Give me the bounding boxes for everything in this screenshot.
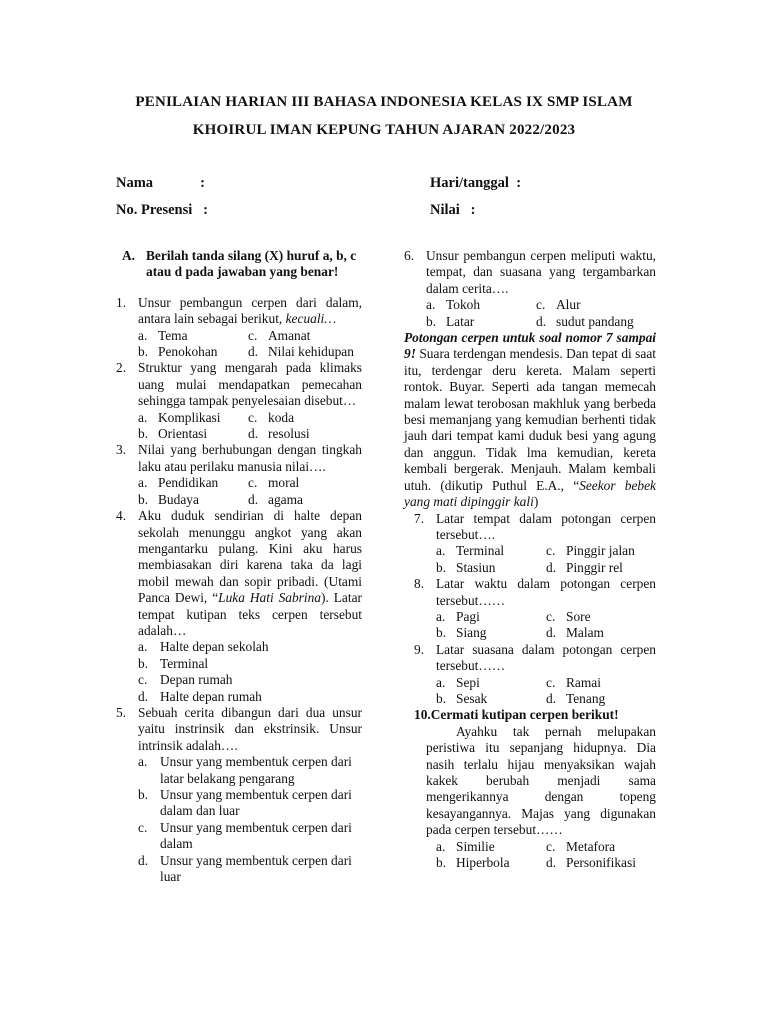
option-letter[interactable]: d. (546, 625, 557, 641)
option-text[interactable]: Alur (556, 297, 581, 313)
option-text[interactable]: Hiperbola (456, 855, 510, 871)
section-label: A. (122, 248, 136, 263)
question-number: 5. (116, 704, 127, 720)
question-text: Aku duduk sendirian di halte depan sekolah menunggu angkot yang akan mengantarku pulang. Kini aku harus membiasakan diri karena taka da lagi mobil mewah dan sopir pribadi. (Utami Panca Dewi, “ (138, 508, 362, 606)
question-9 (404, 642, 656, 675)
question-7 (404, 511, 656, 544)
option-letter[interactable]: b. (138, 344, 149, 360)
option-letter[interactable]: b. (436, 855, 447, 871)
option-letter[interactable]: c. (546, 838, 556, 854)
option-b[interactable] (116, 787, 362, 820)
left-column (116, 248, 362, 885)
option-text[interactable]: resolusi (268, 426, 310, 442)
options-row (116, 426, 362, 442)
options-row (116, 344, 362, 360)
question-number: 8. (414, 576, 425, 592)
option-text[interactable]: Pinggir rel (566, 559, 623, 575)
option-text[interactable]: Depan rumah (160, 672, 233, 688)
option-letter[interactable]: d. (138, 852, 149, 868)
option-d[interactable] (116, 853, 362, 886)
question-text: Latar suasana dalam potongan cerpen tersebut…… (436, 641, 656, 674)
option-text[interactable]: Sore (566, 608, 591, 624)
presensi-field: No. Presensi : (116, 202, 208, 218)
question-6 (404, 248, 656, 297)
option-letter[interactable]: a. (138, 475, 148, 491)
options-row (404, 855, 656, 871)
option-c[interactable] (116, 672, 362, 688)
option-b[interactable] (116, 656, 362, 672)
question-text: Struktur yang mengarah pada klimaks uang mulai mendapatkan pemecahan sehingga tampak penyelesaian disebut… (138, 360, 362, 409)
option-letter[interactable]: c. (536, 297, 546, 313)
option-letter[interactable]: b. (138, 787, 149, 802)
options-row (116, 328, 362, 344)
option-text[interactable]: Terminal (160, 655, 209, 671)
option-letter[interactable]: d. (546, 690, 557, 706)
option-text[interactable]: Halte depan sekolah (160, 639, 269, 655)
option-letter[interactable]: a. (138, 327, 148, 343)
option-text[interactable]: Sesak (456, 690, 488, 706)
question-5 (116, 705, 362, 754)
question-8 (404, 576, 656, 609)
option-letter[interactable]: a. (436, 543, 446, 559)
options-row (404, 297, 656, 313)
option-text[interactable]: Orientasi (158, 426, 208, 442)
option-c[interactable] (116, 820, 362, 853)
question-number: 6. (404, 248, 415, 263)
option-letter[interactable]: d. (248, 344, 259, 360)
section-heading (116, 248, 362, 281)
story-title-italic: Luka Hati Sabrina (218, 590, 322, 606)
options-row (404, 625, 656, 641)
option-text[interactable]: Tokoh (446, 297, 481, 313)
question-number: 2. (116, 360, 127, 376)
question-number: 4. (116, 508, 127, 524)
option-text[interactable]: Budaya (158, 491, 199, 507)
options-row (404, 609, 656, 625)
hari-tanggal-field: Hari/tanggal : (430, 175, 522, 191)
option-letter[interactable]: a. (138, 754, 148, 770)
option-text[interactable]: Latar (446, 313, 475, 329)
options-row (404, 543, 656, 559)
option-text[interactable]: koda (268, 409, 295, 425)
option-letter[interactable]: c. (248, 409, 258, 425)
option-text[interactable]: Unsur yang membentuk cerpen dari dalam dan luar (160, 787, 352, 819)
option-text[interactable]: Komplikasi (158, 409, 221, 425)
question-text: Ayahku tak pernah melupakan peristiwa itu sepanjang hidupnya. Dia nasih terlalu hijau menyaksikan wajah kakek berubah menjadi sama mengerikannya dengan topeng kesayangannya. Majas yang digunakan pada cerpen tersebut…… (426, 723, 656, 838)
option-text[interactable]: Malam (566, 625, 604, 641)
option-letter[interactable]: a. (436, 608, 446, 624)
option-letter[interactable]: b. (426, 313, 437, 329)
option-letter[interactable]: a. (436, 674, 446, 690)
section-instruction: Berilah tanda silang (X) huruf a, b, c atau d pada jawaban yang benar! (146, 248, 357, 280)
passage-heading: Potongan cerpen untuk soal nomor 7 sampai 9! (404, 330, 656, 362)
document-title-line2: KHOIRUL IMAN KEPUNG TAHUN AJARAN 2022/2023 (192, 122, 576, 138)
options-row (404, 560, 656, 576)
option-text[interactable]: Halte depan rumah (160, 688, 262, 704)
option-letter[interactable]: c. (248, 475, 258, 491)
right-column (404, 248, 656, 871)
option-a[interactable] (116, 754, 362, 787)
option-letter[interactable]: b. (436, 559, 447, 575)
option-letter[interactable]: d. (138, 688, 149, 704)
question-number: 1. (116, 294, 127, 310)
option-text[interactable]: Pinggir jalan (566, 543, 635, 559)
option-text[interactable]: Stasiun (456, 559, 496, 575)
passage-body: Suara terdengan mendesis. Dan tepat di saat itu, terdengar deru kereta. Malam seperti rontok. Buyar. Seperti ada tangan memecah malam lewat terobosan makhluk yang berbeda besi memanjang yang kemudian berhenti tidak jauh dari tempat kami duduk besi yang agung dan anggun. Tidak lma kemudian, kereta kembali bergerak. Menjauh. Malam kembali utuh. (dikutip Puthul E.A., “ (404, 346, 656, 493)
question-3 (116, 442, 362, 475)
question-title: Cermati kutipan cerpen berikut! (430, 707, 619, 723)
option-letter[interactable]: b. (138, 655, 149, 671)
option-letter[interactable]: d. (546, 559, 557, 575)
option-letter[interactable]: c. (546, 543, 556, 559)
question-text-italic: kecuali… (285, 311, 337, 327)
option-letter[interactable]: c. (546, 674, 556, 690)
passage-end: ) (533, 494, 539, 510)
option-letter[interactable]: d. (536, 313, 547, 329)
question-text: Sebuah cerita dibangun dari dua unsur yaitu instrinsik dan ekstrinsik. Unsur intrinsik adalah…. (138, 704, 362, 753)
option-text[interactable]: Unsur yang membentuk cerpen dari dalam (160, 819, 352, 852)
nama-field: Nama : (116, 175, 206, 191)
option-text[interactable]: Unsur yang membentuk cerpen dari luar (160, 852, 352, 885)
options-row (404, 675, 656, 691)
option-text[interactable]: Pendidikan (158, 475, 219, 491)
option-text[interactable]: Terminal (456, 543, 505, 559)
option-letter[interactable]: c. (138, 819, 148, 835)
question-number: 3. (116, 442, 127, 458)
option-text[interactable]: Unsur yang membentuk cerpen dari latar belakang pengarang (160, 754, 352, 786)
option-text[interactable]: Personifikasi (566, 855, 636, 871)
option-text[interactable]: Tema (158, 327, 188, 343)
option-a[interactable] (116, 639, 362, 655)
question-text: Nilai yang berhubungan dengan tingkah laku atau perilaku manusia nilai…. (138, 442, 362, 474)
option-text[interactable]: Pagi (456, 608, 480, 624)
question-1 (116, 295, 362, 328)
options-row (116, 492, 362, 508)
option-text[interactable]: Metafora (566, 838, 616, 854)
option-text[interactable]: Sepi (456, 674, 480, 690)
option-letter[interactable]: b. (138, 426, 149, 442)
question-text: Latar tempat dalam potongan cerpen tersebut…. (436, 510, 656, 542)
question-4 (116, 508, 362, 639)
nilai-field: Nilai : (430, 202, 476, 218)
option-letter[interactable]: d. (248, 491, 259, 507)
option-letter[interactable]: b. (436, 690, 447, 706)
option-letter[interactable]: a. (138, 639, 148, 655)
document-title-line1: PENILAIAN HARIAN III BAHASA INDONESIA KELAS IX SMP ISLAM (135, 94, 633, 110)
option-letter[interactable]: d. (546, 855, 557, 871)
question-text: Unsur pembangun cerpen meliputi waktu, tempat, dan suasana yang tergambarkan dalam cerita…. (426, 248, 656, 296)
option-letter[interactable]: c. (546, 608, 556, 624)
option-letter[interactable]: a. (138, 409, 148, 425)
option-text[interactable]: sudut pandang (556, 313, 634, 329)
option-letter[interactable]: a. (426, 297, 436, 313)
question-text: Unsur pembangun cerpen dari dalam, antara lain sebagai berikut, (138, 294, 362, 327)
option-letter[interactable]: b. (436, 625, 447, 641)
option-letter[interactable]: c. (248, 327, 258, 343)
option-text[interactable]: Siang (456, 625, 487, 641)
option-text[interactable]: Similie (456, 838, 495, 854)
option-d[interactable] (116, 689, 362, 705)
question-number: 7. (414, 510, 425, 526)
option-text[interactable]: Nilai kehidupan (268, 344, 354, 360)
option-text[interactable]: Ramai (566, 674, 601, 690)
options-row (116, 475, 362, 491)
question-number: 10. (414, 707, 431, 723)
question-number: 9. (414, 641, 425, 657)
option-text[interactable]: moral (268, 475, 300, 491)
option-letter[interactable]: b. (138, 491, 149, 507)
option-text[interactable]: Tenang (566, 690, 606, 706)
options-row (116, 410, 362, 426)
option-letter[interactable]: d. (248, 426, 259, 442)
options-row (404, 691, 656, 707)
option-text[interactable]: Penokohan (158, 344, 218, 360)
options-row (404, 314, 656, 330)
options-row (404, 839, 656, 855)
story-passage (404, 330, 656, 510)
question-text: Latar waktu dalam potongan cerpen tersebut…… (436, 576, 656, 608)
option-letter[interactable]: a. (436, 838, 446, 854)
option-text[interactable]: Amanat (268, 327, 311, 343)
option-text[interactable]: agama (268, 491, 303, 507)
option-letter[interactable]: c. (138, 672, 148, 688)
question-2 (116, 360, 362, 409)
question-10 (404, 707, 656, 723)
question-text-end: ). Latar tempat kutipan teks cerpen tersebut adalah… (138, 590, 363, 638)
passage-source-italic: Seekor bebek yang mati dipinggir kali (404, 477, 656, 510)
